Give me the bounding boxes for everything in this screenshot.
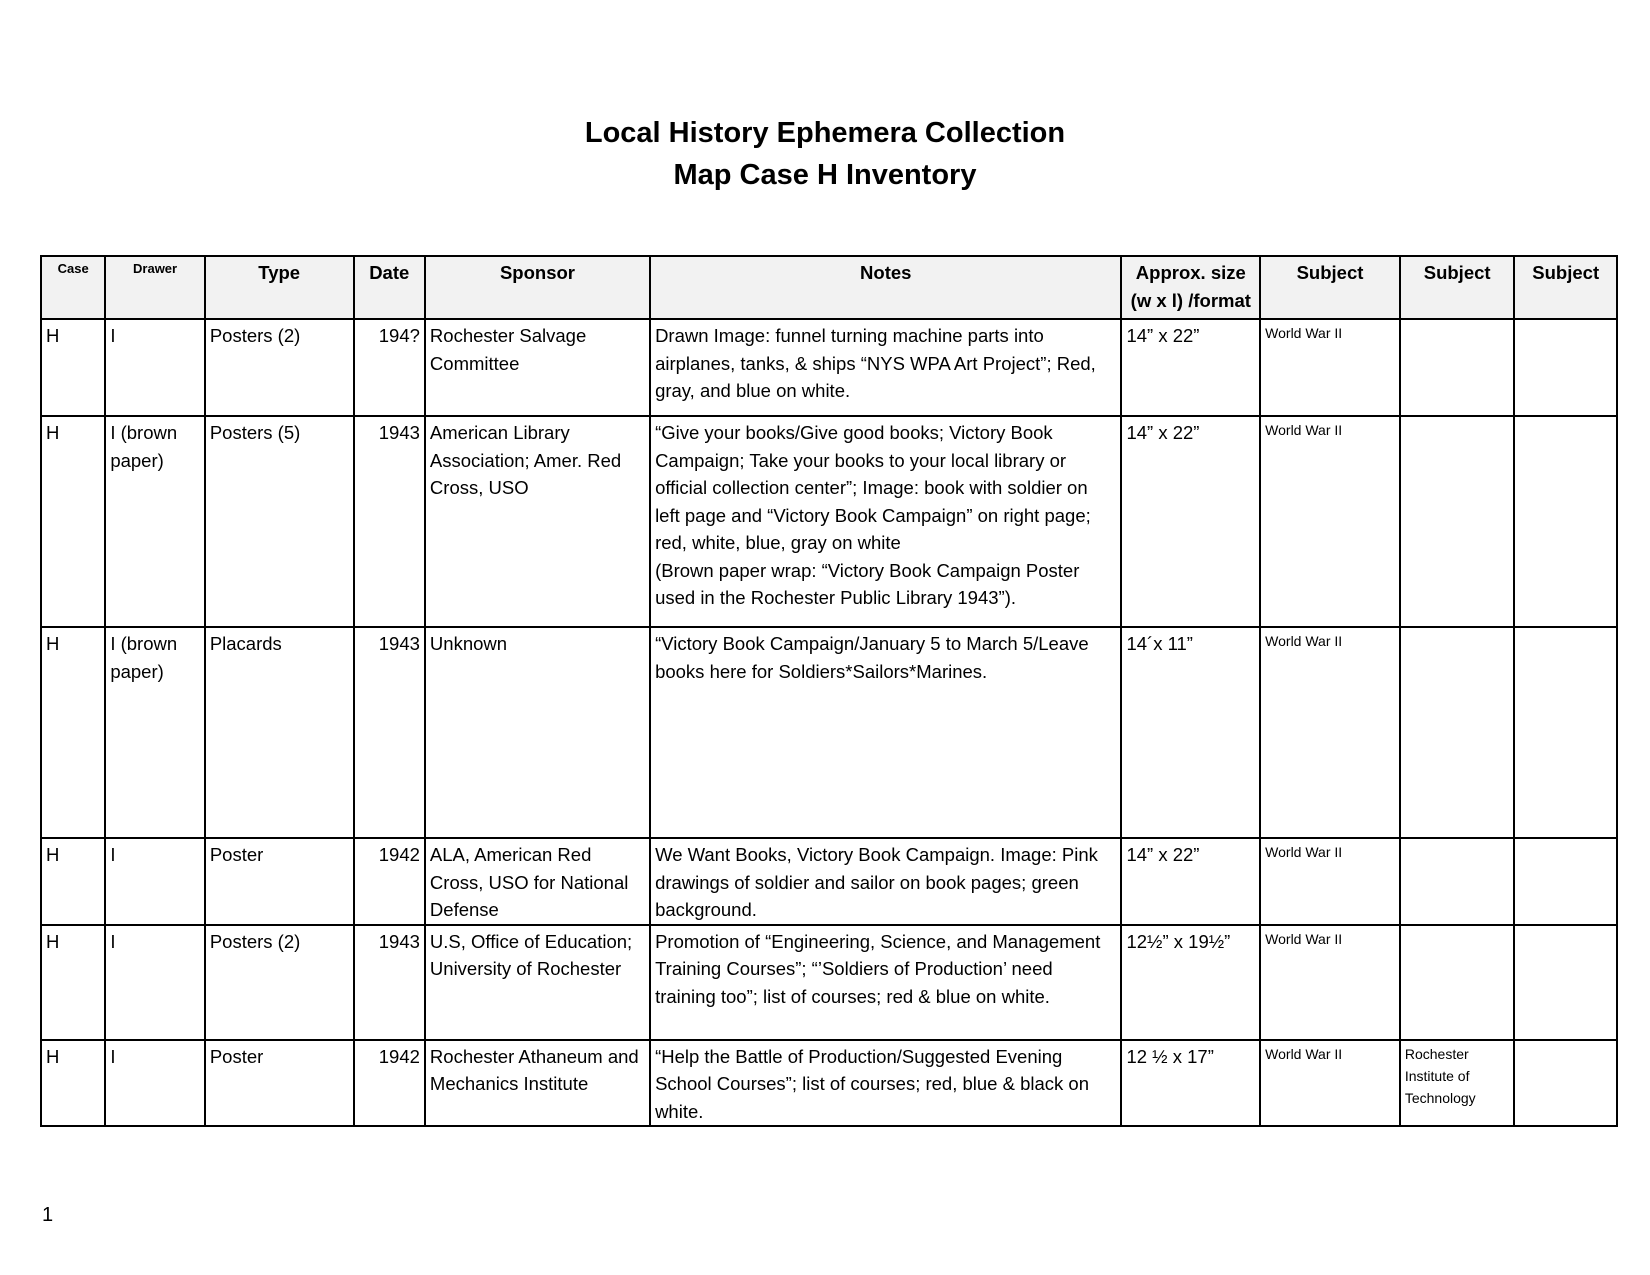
table-row	[41, 925, 1617, 1040]
cell-case: H	[41, 319, 105, 416]
title-line-1: Local History Ephemera Collection	[584, 117, 1066, 149]
cell-subject-2	[1400, 838, 1515, 925]
header-sponsor: Sponsor	[425, 256, 650, 319]
cell-type: Poster	[205, 838, 354, 925]
title-line-2: Map Case H Inventory	[673, 159, 977, 191]
cell-date: 1943	[354, 925, 425, 1040]
cell-size: 14” x 22”	[1121, 319, 1260, 416]
cell-type: Poster	[205, 1040, 354, 1127]
table-row	[41, 627, 1617, 838]
cell-sponsor: Unknown	[425, 627, 650, 838]
cell-size: 12 ½ x 17”	[1121, 1040, 1260, 1127]
cell-drawer: I	[105, 925, 205, 1040]
cell-drawer: I (brown paper)	[105, 627, 205, 838]
notes-extra-text: (Brown paper wrap: “Victory Book Campaign Poster used in the Rochester Public Library 1943”).	[655, 559, 1080, 608]
cell-subject-1: World War II	[1260, 319, 1400, 416]
cell-sponsor: Rochester Salvage Committee	[425, 319, 650, 416]
cell-sponsor: ALA, American Red Cross, USO for National Defense	[425, 838, 650, 925]
cell-date: 1942	[354, 1040, 425, 1127]
cell-notes: We Want Books, Victory Book Campaign. Image: Pink drawings of soldier and sailor on book pages; green background.	[650, 838, 1121, 925]
header-case: Case	[41, 256, 105, 319]
cell-notes: Promotion of “Engineering, Science, and Management Training Courses”; “’Soldiers of Production’ need training too”; list of courses; red & blue on white.	[650, 925, 1121, 1040]
table-row	[41, 1040, 1617, 1127]
cell-case: H	[41, 416, 105, 627]
cell-subject-2	[1400, 925, 1515, 1040]
cell-sponsor: Rochester Athaneum and Mechanics Institute	[425, 1040, 650, 1127]
cell-subject-1: World War II	[1260, 925, 1400, 1040]
cell-subject-2	[1400, 627, 1515, 838]
cell-case: H	[41, 1040, 105, 1127]
cell-notes: Drawn Image: funnel turning machine parts into airplanes, tanks, & ships “NYS WPA Art Project”; Red, gray, and blue on white.	[650, 319, 1121, 416]
notes-text: “Give your books/Give good books; Victory Book Campaign; Take your books to your local library or official collection center”; Image: book with soldier on left page and “Victory Book Campaign” on right page; red, white, blue, gray on white	[655, 422, 1091, 553]
cell-size: 14´x 11”	[1121, 627, 1260, 838]
cell-subject-1: World War II	[1260, 838, 1400, 925]
table-header-row	[41, 256, 1617, 319]
cell-date: 1942	[354, 838, 425, 925]
table-row	[41, 416, 1617, 627]
table-row	[41, 319, 1617, 416]
cell-subject-2	[1400, 319, 1515, 416]
cell-subject-3	[1514, 416, 1617, 627]
header-subject-2: Subject	[1400, 256, 1515, 319]
header-date: Date	[354, 256, 425, 319]
cell-case: H	[41, 838, 105, 925]
cell-drawer: I	[105, 1040, 205, 1127]
cell-case: H	[41, 627, 105, 838]
cell-subject-2	[1400, 416, 1515, 627]
document-title	[0, 112, 1650, 196]
page-number: 1	[42, 1204, 54, 1226]
cell-sponsor: U.S, Office of Education; University of Rochester	[425, 925, 650, 1040]
cell-subject-2: Rochester Institute of Technology	[1400, 1040, 1515, 1127]
header-size	[1121, 256, 1260, 319]
cell-notes: “Victory Book Campaign/January 5 to March 5/Leave books here for Soldiers*Sailors*Marines.	[650, 627, 1121, 838]
cell-size: 12½” x 19½”	[1121, 925, 1260, 1040]
cell-type: Posters (2)	[205, 925, 354, 1040]
cell-subject-1: World War II	[1260, 416, 1400, 627]
cell-subject-3	[1514, 319, 1617, 416]
header-size-line1: Approx. size	[1135, 262, 1246, 283]
cell-case: H	[41, 925, 105, 1040]
cell-subject-3	[1514, 925, 1617, 1040]
cell-notes: “Help the Battle of Production/Suggested Evening School Courses”; list of courses; red, blue & black on white.	[650, 1040, 1121, 1127]
cell-date: 1943	[354, 416, 425, 627]
cell-type: Posters (5)	[205, 416, 354, 627]
cell-sponsor: American Library Association; Amer. Red Cross, USO	[425, 416, 650, 627]
cell-subject-3	[1514, 1040, 1617, 1127]
cell-size: 14” x 22”	[1121, 416, 1260, 627]
cell-notes	[650, 416, 1121, 627]
header-type: Type	[205, 256, 354, 319]
cell-subject-1: World War II	[1260, 1040, 1400, 1127]
header-subject-3: Subject	[1514, 256, 1617, 319]
header-subject-1: Subject	[1260, 256, 1400, 319]
inventory-table	[40, 255, 1618, 1127]
cell-subject-1: World War II	[1260, 627, 1400, 838]
cell-subject-3	[1514, 627, 1617, 838]
cell-drawer: I	[105, 838, 205, 925]
cell-type: Placards	[205, 627, 354, 838]
cell-date: 194?	[354, 319, 425, 416]
cell-size: 14” x 22”	[1121, 838, 1260, 925]
cell-subject-3	[1514, 838, 1617, 925]
cell-drawer: I (brown paper)	[105, 416, 205, 627]
cell-drawer: I	[105, 319, 205, 416]
cell-type: Posters (2)	[205, 319, 354, 416]
cell-date: 1943	[354, 627, 425, 838]
header-drawer: Drawer	[105, 256, 205, 319]
header-size-line2: (w x l) /format	[1130, 289, 1251, 311]
header-notes: Notes	[650, 256, 1121, 319]
table-row	[41, 838, 1617, 925]
